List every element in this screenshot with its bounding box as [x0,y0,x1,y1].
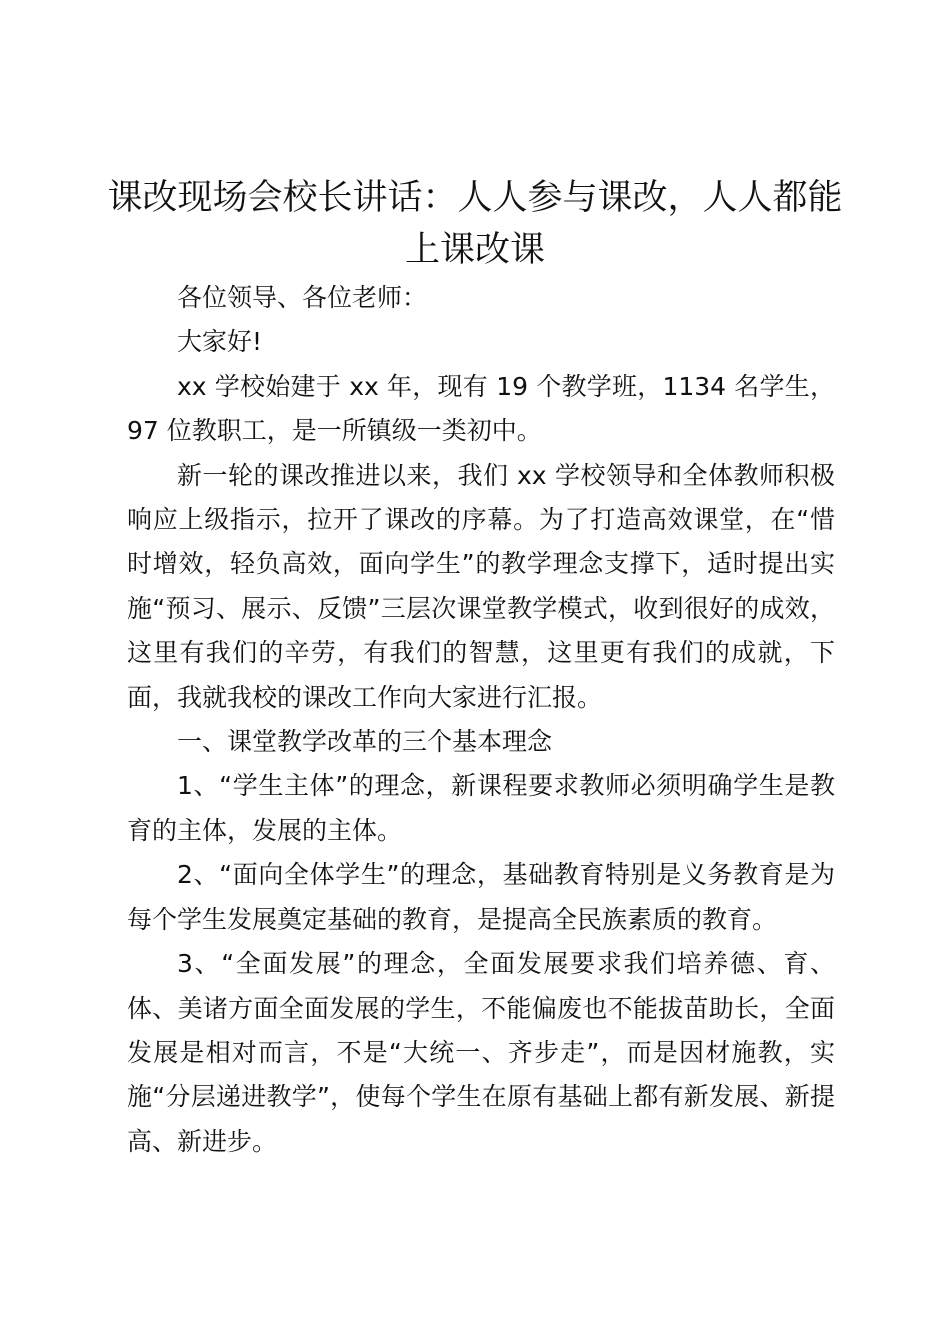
concept-3-paragraph: 3、“全面发展”的理念，全面发展要求我们培养德、育、体、美诸方面全面发展的学生，不能偏废也不能拔苗助长，全面发展是相对而言，不是“大统一、齐步走”，而是因材施教，实施“分层递进教学”，使每个学生在原有基础上都有新发展、新提高、新进步。 [127,949,835,1156]
document-title: 课改现场会校长讲话：人人参与课改，人人都能上课改课 [107,178,843,270]
document-body [127,276,835,1164]
concept-2-paragraph: 2、“面向全体学生”的理念，基础教育特别是义务教育是为每个学生发展奠定基础的教育，是提高全民族素质的教育。 [127,860,835,934]
reform-overview-paragraph: 新一轮的课改推进以来，我们 xx 学校领导和全体教师积极响应上级指示，拉开了课改的序幕。为了打造高效课堂，在“惜时增效，轻负高效，面向学生”的教学理念支撑下，适时提出实施“预习、展示、反馈”三层次课堂教学模式，收到很好的成效，这里有我们的辛劳，有我们的智慧，这里更有我们的成就，下面，我就我校的课改工作向大家进行汇报。 [127,460,835,712]
section-heading: 一、课堂教学改革的三个基本理念 [177,727,553,757]
salutation-paragraph: 各位领导、各位老师： [177,283,428,312]
concept-1-paragraph: 1、“学生主体”的理念，新课程要求教师必须明确学生是教育的主体，发展的主体。 [127,771,835,845]
greeting-paragraph: 大家好! [177,327,263,357]
school-intro-paragraph: xx 学校始建于 xx 年，现有 19 个教学班，1134 名学生，97 位教职工，是一所镇级一类初中。 [127,371,835,446]
